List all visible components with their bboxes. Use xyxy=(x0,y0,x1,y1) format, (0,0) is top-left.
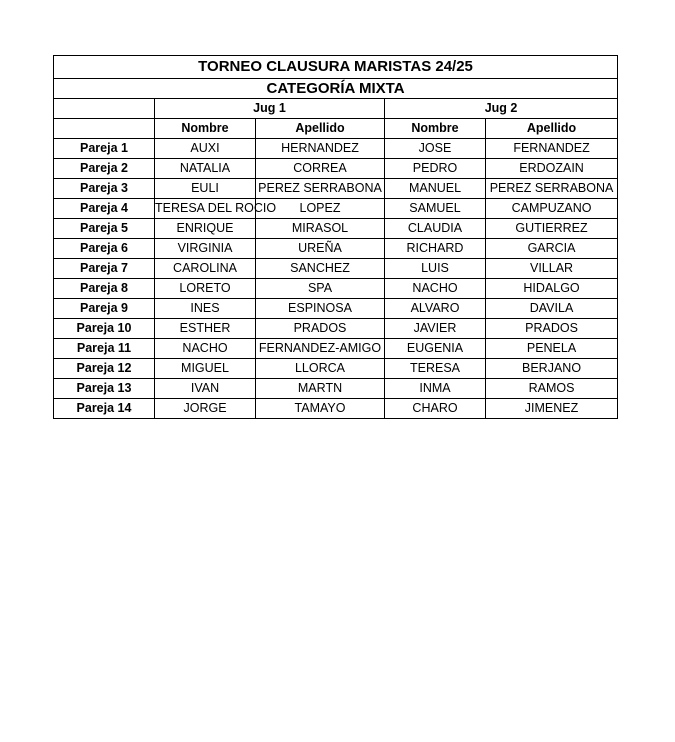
column-header-row xyxy=(54,119,618,139)
jug1-apellido-cell: ESPINOSA xyxy=(256,299,385,319)
jug2-nombre-cell: JOSE xyxy=(385,139,486,159)
table-row xyxy=(54,299,618,319)
jug2-nombre-cell: LUIS xyxy=(385,259,486,279)
jug2-nombre-cell: PEDRO xyxy=(385,159,486,179)
jug2-apellido-cell: ERDOZAIN xyxy=(486,159,618,179)
jug1-apellido-cell: LLORCA xyxy=(256,359,385,379)
jug2-nombre-cell: NACHO xyxy=(385,279,486,299)
jug2-apellido-cell: PENELA xyxy=(486,339,618,359)
jug1-nombre-cell: AUXI xyxy=(155,139,256,159)
jug1-nombre-cell: INES xyxy=(155,299,256,319)
jug1-nombre-cell: CAROLINA xyxy=(155,259,256,279)
jug2-nombre-cell: CLAUDIA xyxy=(385,219,486,239)
jug1-apellido-cell: SPA xyxy=(256,279,385,299)
jug2-apellido-cell: PEREZ SERRABONA xyxy=(486,179,618,199)
apellido2-header: Apellido xyxy=(486,119,618,139)
jug1-nombre-cell: ESTHER xyxy=(155,319,256,339)
pair-label: Pareja 8 xyxy=(54,279,155,299)
jug1-apellido-cell: UREÑA xyxy=(256,239,385,259)
table-row xyxy=(54,139,618,159)
pair-label: Pareja 6 xyxy=(54,239,155,259)
pair-label: Pareja 14 xyxy=(54,399,155,419)
pair-label: Pareja 7 xyxy=(54,259,155,279)
jug1-nombre-cell: NACHO xyxy=(155,339,256,359)
jug2-group-header: Jug 2 xyxy=(385,99,618,119)
pair-label: Pareja 4 xyxy=(54,199,155,219)
nombre1-header: Nombre xyxy=(155,119,256,139)
jug2-apellido-cell: HIDALGO xyxy=(486,279,618,299)
pair-label: Pareja 9 xyxy=(54,299,155,319)
empty-header-cell xyxy=(54,119,155,139)
jug2-apellido-cell: DAVILA xyxy=(486,299,618,319)
pair-label: Pareja 13 xyxy=(54,379,155,399)
jug2-apellido-cell: BERJANO xyxy=(486,359,618,379)
table-row xyxy=(54,279,618,299)
pair-label: Pareja 12 xyxy=(54,359,155,379)
table-row xyxy=(54,319,618,339)
category-title: CATEGORÍA MIXTA xyxy=(54,79,618,99)
table-row xyxy=(54,239,618,259)
jug2-nombre-cell: INMA xyxy=(385,379,486,399)
empty-header-cell xyxy=(54,99,155,119)
jug1-nombre-cell: ENRIQUE xyxy=(155,219,256,239)
pair-label: Pareja 11 xyxy=(54,339,155,359)
jug1-apellido-cell: CORREA xyxy=(256,159,385,179)
jug2-nombre-cell: RICHARD xyxy=(385,239,486,259)
jug1-apellido-cell: PEREZ SERRABONA xyxy=(256,179,385,199)
table-row xyxy=(54,219,618,239)
jug1-apellido-cell: SANCHEZ xyxy=(256,259,385,279)
jug2-nombre-cell: MANUEL xyxy=(385,179,486,199)
pair-label: Pareja 2 xyxy=(54,159,155,179)
page-title: TORNEO CLAUSURA MARISTAS 24/25 xyxy=(54,56,618,79)
jug1-apellido-cell: FERNANDEZ-AMIGO xyxy=(256,339,385,359)
subtitle-row xyxy=(54,79,618,99)
jug1-nombre-cell: TERESA DEL ROCIO xyxy=(155,199,256,219)
pair-label: Pareja 5 xyxy=(54,219,155,239)
nombre2-header: Nombre xyxy=(385,119,486,139)
jug2-apellido-cell: FERNANDEZ xyxy=(486,139,618,159)
jug2-nombre-cell: EUGENIA xyxy=(385,339,486,359)
tournament-table xyxy=(53,55,618,419)
jug2-apellido-cell: VILLAR xyxy=(486,259,618,279)
group-header-row xyxy=(54,99,618,119)
table-row xyxy=(54,359,618,379)
title-row xyxy=(54,56,618,79)
jug1-apellido-cell: TAMAYO xyxy=(256,399,385,419)
pair-label: Pareja 10 xyxy=(54,319,155,339)
jug1-nombre-cell: EULI xyxy=(155,179,256,199)
jug2-nombre-cell: JAVIER xyxy=(385,319,486,339)
jug2-nombre-cell: ALVARO xyxy=(385,299,486,319)
jug1-nombre-cell: VIRGINIA xyxy=(155,239,256,259)
table-row xyxy=(54,159,618,179)
jug2-apellido-cell: RAMOS xyxy=(486,379,618,399)
jug1-apellido-cell: HERNANDEZ xyxy=(256,139,385,159)
jug1-apellido-cell: PRADOS xyxy=(256,319,385,339)
jug2-apellido-cell: PRADOS xyxy=(486,319,618,339)
jug1-nombre-cell: JORGE xyxy=(155,399,256,419)
jug2-apellido-cell: GARCIA xyxy=(486,239,618,259)
jug1-apellido-cell: MIRASOL xyxy=(256,219,385,239)
jug1-group-header: Jug 1 xyxy=(155,99,385,119)
table-row xyxy=(54,199,618,219)
table-row xyxy=(54,259,618,279)
jug1-nombre-cell: NATALIA xyxy=(155,159,256,179)
jug2-apellido-cell: GUTIERREZ xyxy=(486,219,618,239)
jug2-nombre-cell: CHARO xyxy=(385,399,486,419)
pair-label: Pareja 1 xyxy=(54,139,155,159)
jug1-nombre-cell: LORETO xyxy=(155,279,256,299)
table-row xyxy=(54,379,618,399)
jug2-apellido-cell: JIMENEZ xyxy=(486,399,618,419)
jug2-nombre-cell: TERESA xyxy=(385,359,486,379)
table-row xyxy=(54,339,618,359)
jug1-nombre-cell: IVAN xyxy=(155,379,256,399)
table-row xyxy=(54,399,618,419)
jug2-apellido-cell: CAMPUZANO xyxy=(486,199,618,219)
table-row xyxy=(54,179,618,199)
jug1-apellido-cell: MARTN xyxy=(256,379,385,399)
jug1-apellido-cell: LOPEZ xyxy=(256,199,385,219)
jug2-nombre-cell: SAMUEL xyxy=(385,199,486,219)
jug1-nombre-cell: MIGUEL xyxy=(155,359,256,379)
pair-label: Pareja 3 xyxy=(54,179,155,199)
apellido1-header: Apellido xyxy=(256,119,385,139)
